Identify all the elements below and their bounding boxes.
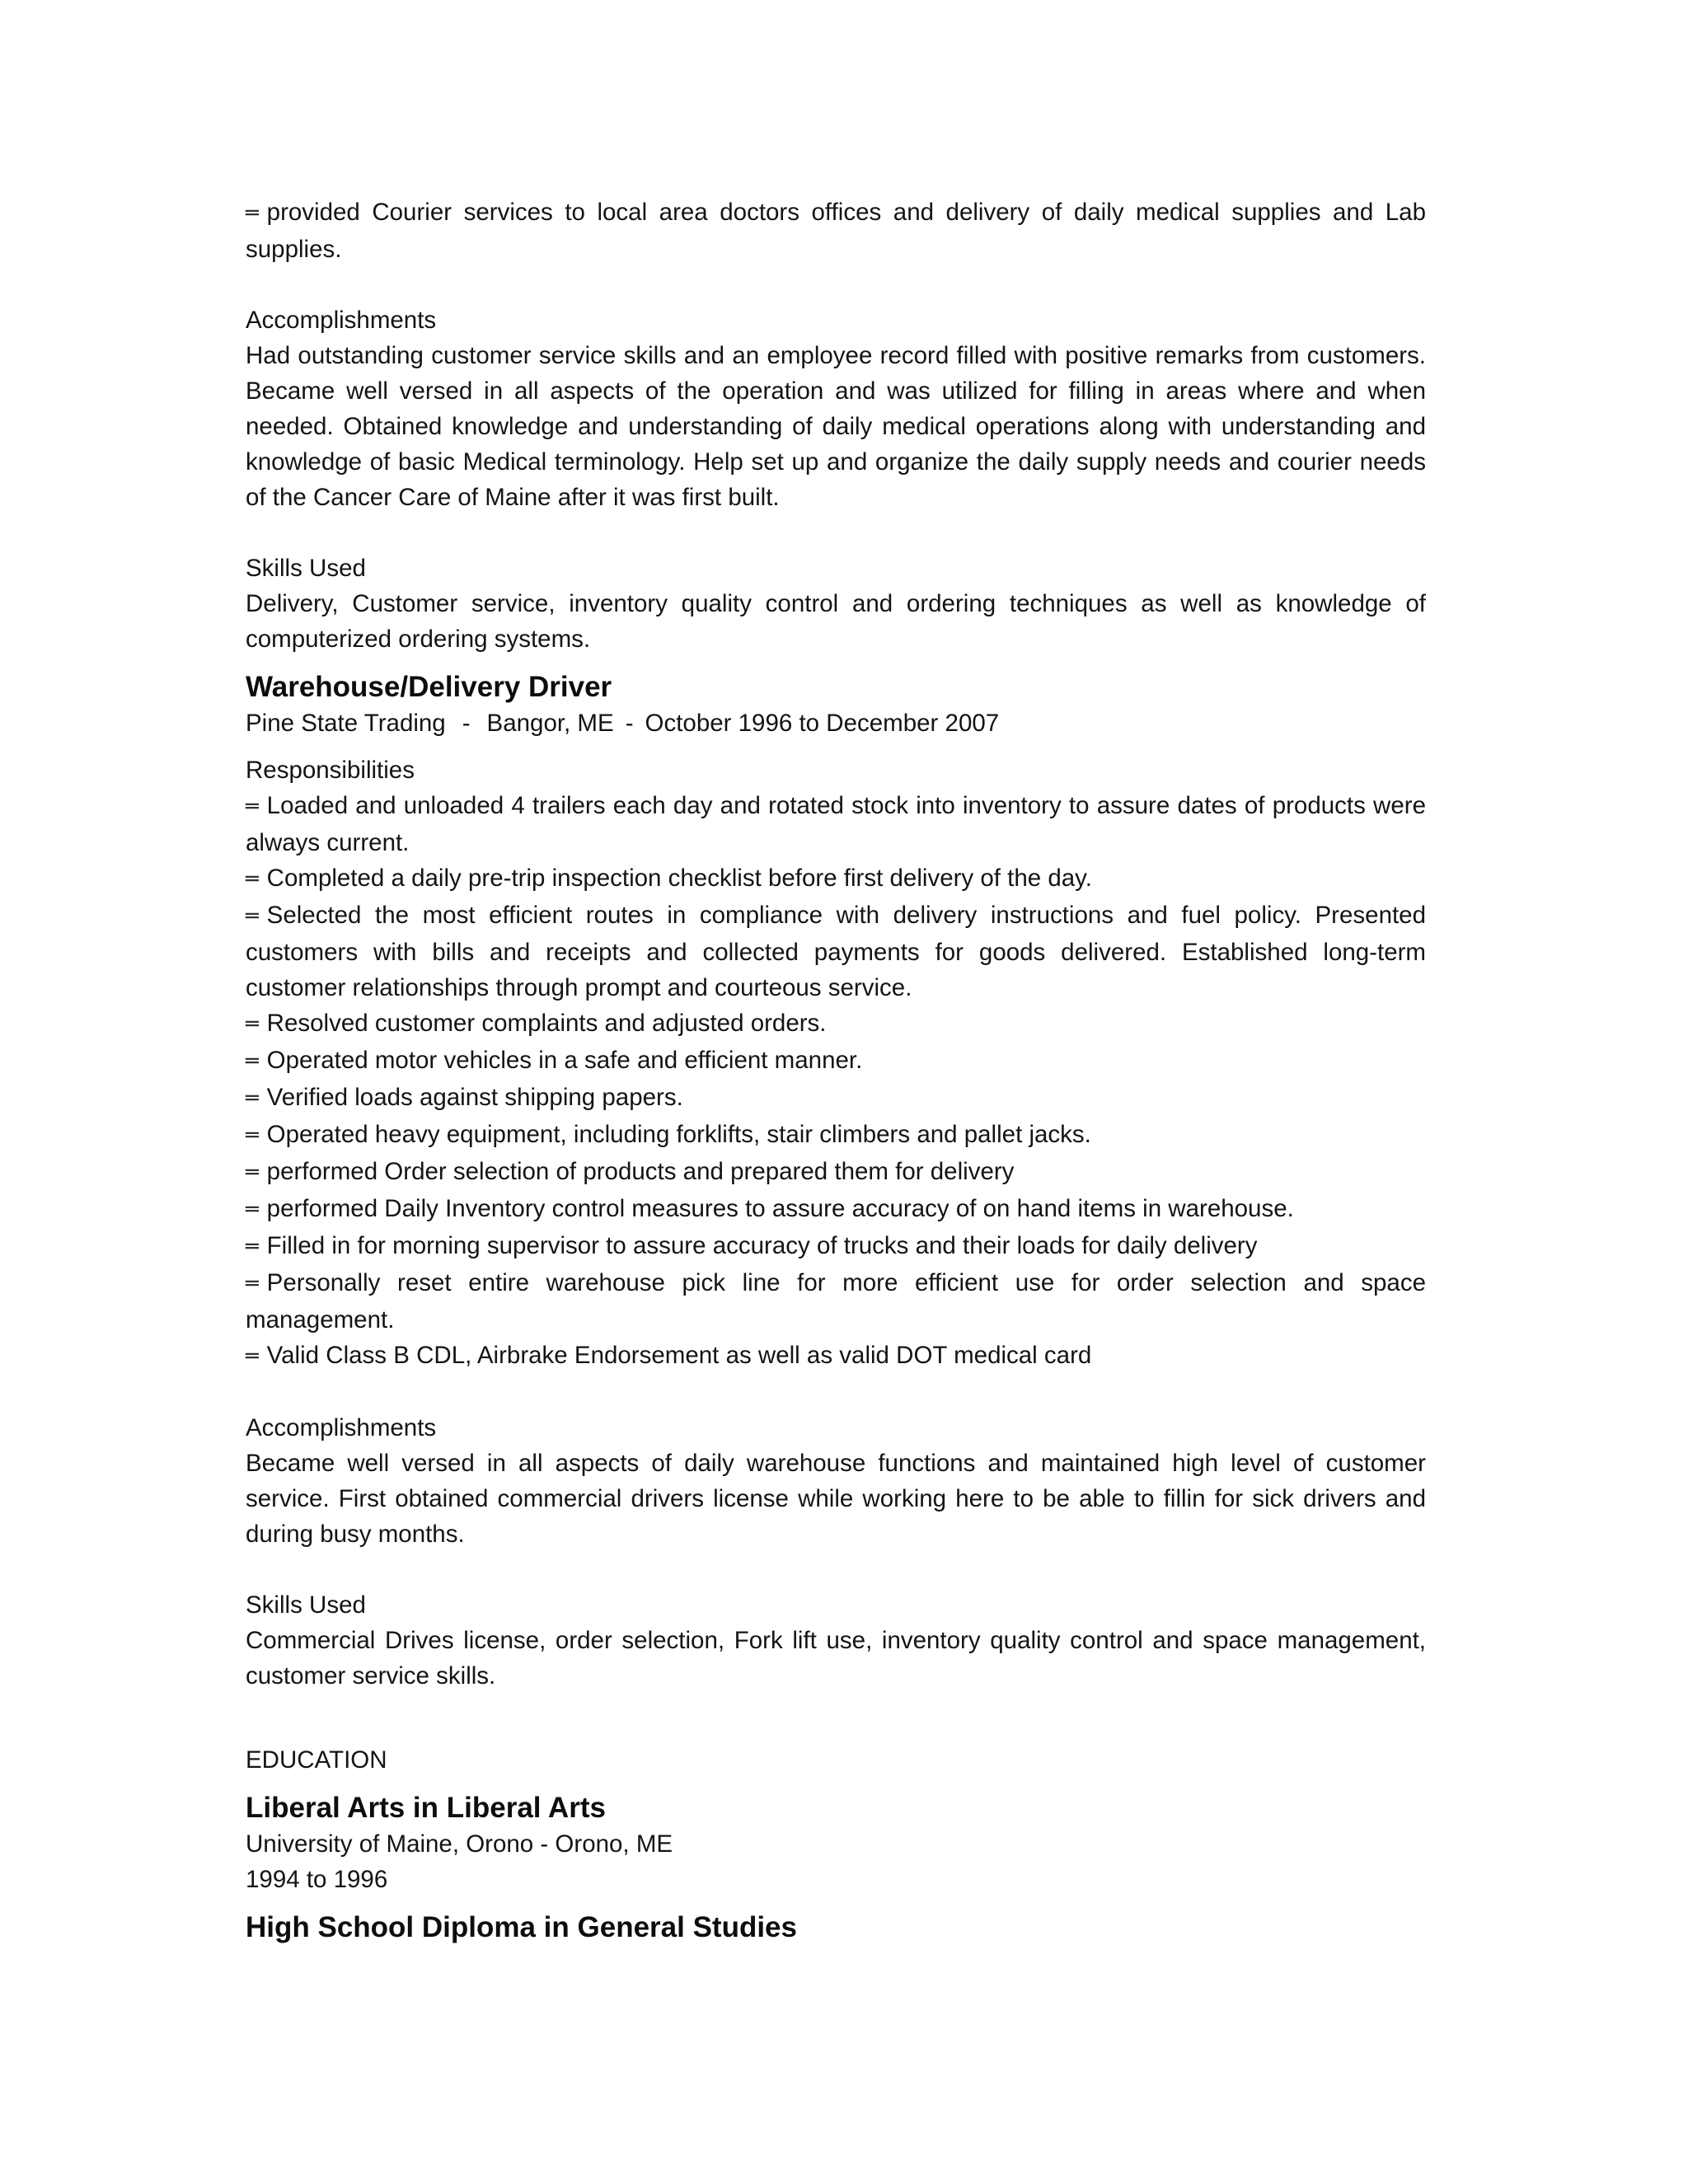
education-heading: EDUCATION (246, 1746, 387, 1774)
list-item: ═ Operated motor vehicles in a safe and efficient manner. (246, 1043, 1426, 1080)
prev-accomplishments-text: Had outstanding customer service skills and an employee record filled with positive remarks from customers. Became well versed in all aspects of the operation and was utilized for filling in areas where and when needed. Obtained knowledge and understanding of daily medical operations along with understanding and knowledge of basic Medical terminology. Help set up and organize the daily supply needs and courier needs of the Cancer Care of Maine after it was first built. (246, 342, 1426, 511)
prev-skills-text: Delivery, Customer service, inventory quality control and ordering techniques as well as knowledge of computerized ordering systems. (246, 590, 1426, 653)
list-item: ═ Personally reset entire warehouse pick line for more efficient use for order selection and space management. (246, 1265, 1426, 1338)
separator: - (625, 710, 634, 737)
list-item: ═ Loaded and unloaded 4 trailers each day and rotated stock into inventory to assure dates of products were always current. (246, 788, 1426, 860)
accomplishments-heading: Accomplishments (246, 1414, 437, 1441)
list-item: ═ Filled in for morning supervisor to assure accuracy of trucks and their loads for daily delivery (246, 1228, 1426, 1265)
accomplishments-text: Became well versed in all aspects of daily warehouse functions and maintained high level of customer service. First obtained commercial drivers license while working here to be able to fillin for sick drivers and during busy months. (246, 1450, 1426, 1548)
degree-school: University of Maine, Orono - Orono, ME (246, 1830, 673, 1858)
responsibilities-heading: Responsibilities (246, 757, 415, 784)
resume-page (246, 194, 1426, 1946)
bullet-glyph: ═ (246, 1272, 259, 1296)
bullet-glyph: ═ (246, 1235, 259, 1259)
job-meta (246, 705, 1426, 741)
bullet-glyph: ═ (246, 794, 259, 819)
list-item: ═ Selected the most efficient routes in compliance with delivery instructions and fuel policy. Presented customers with bills and receipts and collected payments for goods delivered. Established long-term customer relationships through prompt and courteous service. (246, 898, 1426, 1005)
prev-accomplishments-heading: Accomplishments (246, 307, 437, 334)
skills-text: Commercial Drives license, order selection, Fork lift use, inventory quality control and space management, customer service skills. (246, 1627, 1426, 1690)
bullet-glyph: ═ (246, 201, 259, 226)
list-item: ═ performed Order selection of products and prepared them for delivery (246, 1154, 1426, 1191)
separator: - (462, 710, 471, 737)
bullet-glyph: ═ (246, 1123, 259, 1148)
job-title: Warehouse/Delivery Driver (246, 671, 612, 703)
job-dates: October 1996 to December 2007 (645, 710, 1000, 737)
bullet-glyph: ═ (246, 867, 259, 892)
list-item: ═ Completed a daily pre-trip inspection checklist before first delivery of the day. (246, 860, 1426, 898)
bullet-glyph: ═ (246, 1049, 259, 1074)
bullet-glyph: ═ (246, 1197, 259, 1222)
job-company: Pine State Trading (246, 710, 446, 737)
list-item: ═ Operated heavy equipment, including forklifts, stair climbers and pallet jacks. (246, 1117, 1426, 1154)
bullet-glyph: ═ (246, 1160, 259, 1185)
bullet-glyph: ═ (246, 1012, 259, 1037)
job-location: Bangor, ME (486, 710, 614, 737)
degree-title: High School Diploma in General Studies (246, 1911, 797, 1943)
degree-title: Liberal Arts in Liberal Arts (246, 1792, 606, 1824)
bullet-glyph: ═ (246, 904, 259, 929)
degree-years: 1994 to 1996 (246, 1866, 388, 1893)
list-item: ═ performed Daily Inventory control measures to assure accuracy of on hand items in warehouse. (246, 1191, 1426, 1228)
skills-heading: Skills Used (246, 1591, 366, 1619)
responsibilities-list (246, 788, 1426, 1375)
list-item: ═ Valid Class B CDL, Airbrake Endorsement as well as valid DOT medical card (246, 1338, 1426, 1375)
list-item: ═ Resolved customer complaints and adjusted orders. (246, 1005, 1426, 1043)
bullet-glyph: ═ (246, 1086, 259, 1111)
prev-skills-heading: Skills Used (246, 555, 366, 582)
list-item: ═ Verified loads against shipping papers. (246, 1080, 1426, 1117)
prev-job-last-bullet (246, 194, 1426, 267)
bullet-text: provided Courier services to local area doctors offices and delivery of daily medical supplies and Lab supplies. (246, 199, 1426, 263)
bullet-glyph: ═ (246, 1344, 259, 1369)
